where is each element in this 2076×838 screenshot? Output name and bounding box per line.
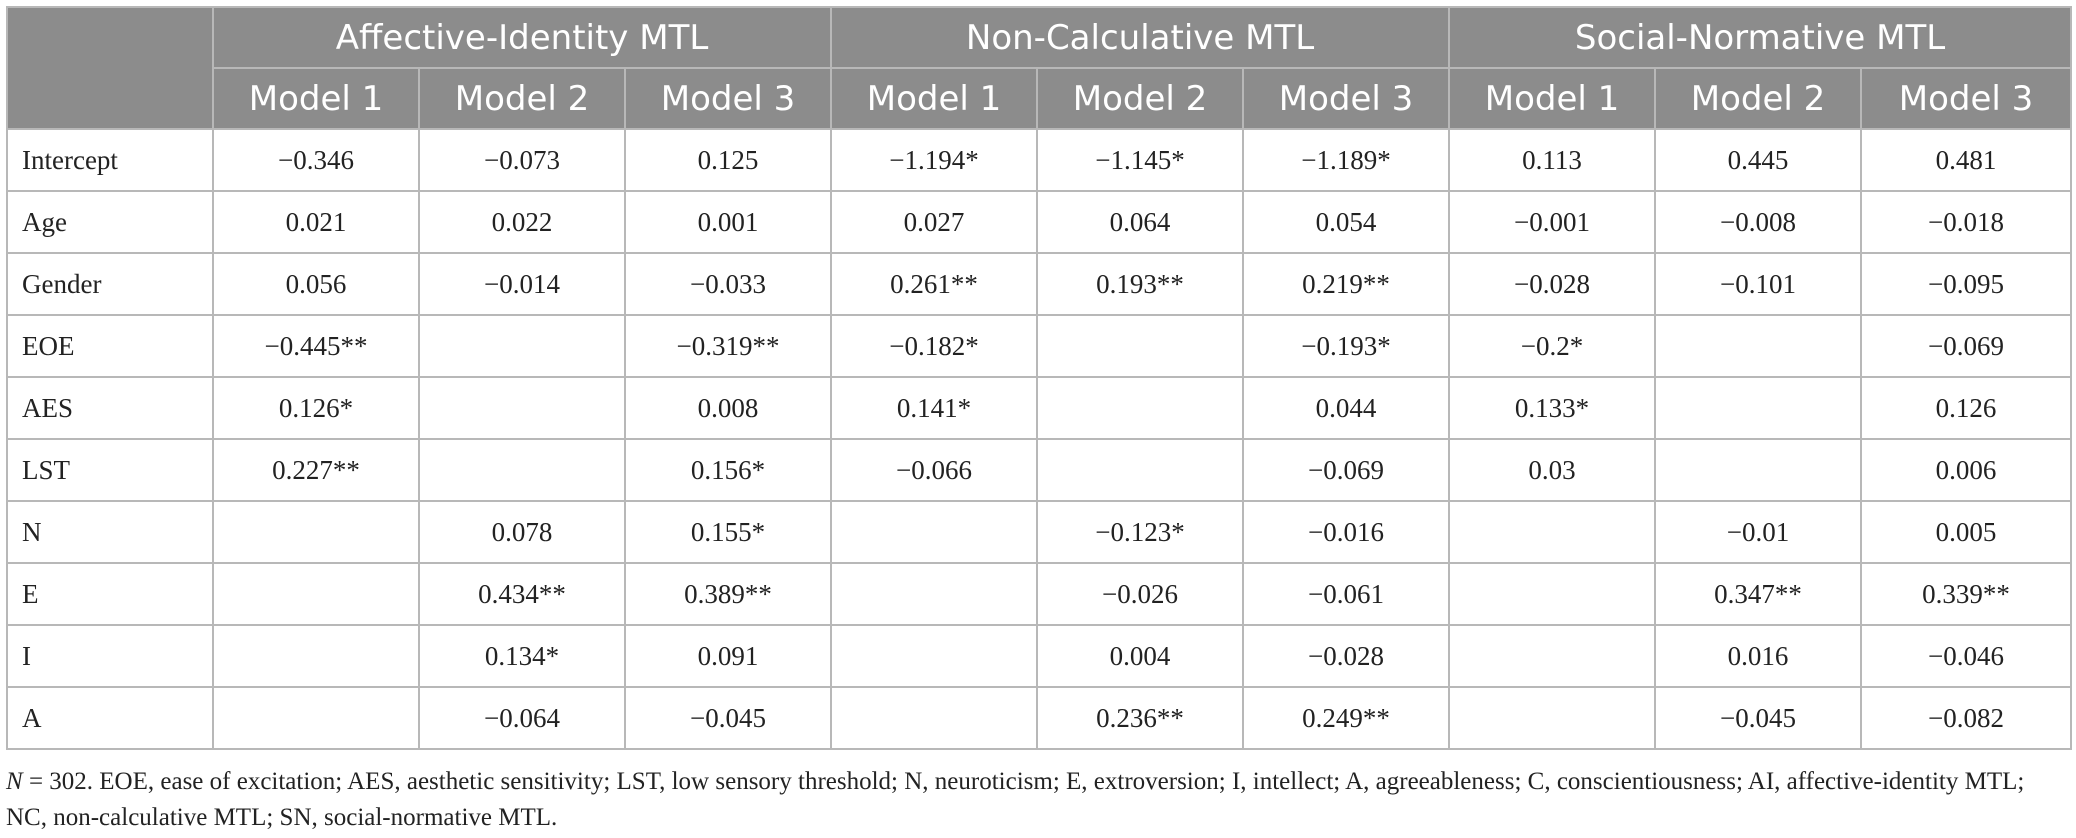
table-cell: −1.194* bbox=[831, 129, 1037, 191]
table-cell bbox=[1449, 563, 1655, 625]
table-cell: 0.004 bbox=[1037, 625, 1243, 687]
model-header: Model 1 bbox=[213, 68, 419, 129]
table-cell: 0.054 bbox=[1243, 191, 1449, 253]
model-header: Model 3 bbox=[1243, 68, 1449, 129]
table-cell bbox=[213, 563, 419, 625]
footnote-n-label: N bbox=[6, 768, 23, 795]
table-cell: −0.033 bbox=[625, 253, 831, 315]
regression-table bbox=[6, 6, 2072, 750]
table-cell: −0.028 bbox=[1243, 625, 1449, 687]
table-cell: 0.001 bbox=[625, 191, 831, 253]
table-cell: 0.141* bbox=[831, 377, 1037, 439]
model-header-row bbox=[7, 68, 2071, 129]
row-label: I bbox=[7, 625, 213, 687]
table-cell: 0.008 bbox=[625, 377, 831, 439]
table-cell: 0.005 bbox=[1861, 501, 2071, 563]
row-label: E bbox=[7, 563, 213, 625]
table-cell: −0.095 bbox=[1861, 253, 2071, 315]
table-cell bbox=[831, 563, 1037, 625]
table-cell bbox=[1655, 377, 1861, 439]
table-cell: −0.01 bbox=[1655, 501, 1861, 563]
table-row bbox=[7, 191, 2071, 253]
table-cell: 0.125 bbox=[625, 129, 831, 191]
footnote-text: = 302. EOE, ease of excitation; AES, aesthetic sensitivity; LST, low sensory threshold; N, neuroticism; E, extroversion; I, intellect; A, agreeableness; C, conscientiousness; AI, affective-identity MTL; NC, non-calculative MTL; SN, social-normative MTL. bbox=[6, 768, 2025, 831]
table-cell: 0.236** bbox=[1037, 687, 1243, 749]
corner-cell bbox=[7, 7, 213, 129]
table-cell: 0.064 bbox=[1037, 191, 1243, 253]
table-cell: 0.445 bbox=[1655, 129, 1861, 191]
table-cell: 0.249** bbox=[1243, 687, 1449, 749]
table-cell: −0.061 bbox=[1243, 563, 1449, 625]
table-cell: 0.347** bbox=[1655, 563, 1861, 625]
table-row bbox=[7, 501, 2071, 563]
model-header: Model 2 bbox=[1037, 68, 1243, 129]
model-header: Model 2 bbox=[1655, 68, 1861, 129]
table-row bbox=[7, 253, 2071, 315]
table-cell: 0.091 bbox=[625, 625, 831, 687]
group-header-non-calculative: Non-Calculative MTL bbox=[831, 7, 1449, 68]
table-cell bbox=[1037, 377, 1243, 439]
table-cell bbox=[213, 501, 419, 563]
model-header: Model 1 bbox=[831, 68, 1037, 129]
table-row bbox=[7, 625, 2071, 687]
row-label: LST bbox=[7, 439, 213, 501]
table-cell: 0.113 bbox=[1449, 129, 1655, 191]
table-cell: −0.101 bbox=[1655, 253, 1861, 315]
table-cell: −0.182* bbox=[831, 315, 1037, 377]
table-footnote bbox=[6, 764, 2070, 836]
table-cell: −0.082 bbox=[1861, 687, 2071, 749]
table-cell: −0.046 bbox=[1861, 625, 2071, 687]
table-cell: 0.016 bbox=[1655, 625, 1861, 687]
table-row bbox=[7, 315, 2071, 377]
table-cell: 0.021 bbox=[213, 191, 419, 253]
table-cell bbox=[419, 315, 625, 377]
table-cell: −0.123* bbox=[1037, 501, 1243, 563]
table-cell: 0.126 bbox=[1861, 377, 2071, 439]
table-cell: 0.022 bbox=[419, 191, 625, 253]
table-cell bbox=[831, 687, 1037, 749]
table-cell: 0.434** bbox=[419, 563, 625, 625]
table-cell: −0.028 bbox=[1449, 253, 1655, 315]
table-cell: 0.227** bbox=[213, 439, 419, 501]
row-label: EOE bbox=[7, 315, 213, 377]
row-label: N bbox=[7, 501, 213, 563]
table-cell: −0.026 bbox=[1037, 563, 1243, 625]
row-label: AES bbox=[7, 377, 213, 439]
table-cell bbox=[1655, 315, 1861, 377]
table-cell bbox=[213, 687, 419, 749]
table-cell bbox=[1037, 315, 1243, 377]
table-cell: 0.155* bbox=[625, 501, 831, 563]
table-cell: 0.006 bbox=[1861, 439, 2071, 501]
table-cell: −1.189* bbox=[1243, 129, 1449, 191]
table-cell: 0.219** bbox=[1243, 253, 1449, 315]
table-row bbox=[7, 563, 2071, 625]
table-cell: −0.014 bbox=[419, 253, 625, 315]
table-cell bbox=[1449, 625, 1655, 687]
table-cell: −0.066 bbox=[831, 439, 1037, 501]
table-cell: 0.133* bbox=[1449, 377, 1655, 439]
model-header: Model 3 bbox=[1861, 68, 2071, 129]
row-label: Age bbox=[7, 191, 213, 253]
table-cell bbox=[419, 377, 625, 439]
table-cell: 0.027 bbox=[831, 191, 1037, 253]
table-cell: 0.126* bbox=[213, 377, 419, 439]
table-cell: 0.481 bbox=[1861, 129, 2071, 191]
table-row bbox=[7, 687, 2071, 749]
table-cell: 0.03 bbox=[1449, 439, 1655, 501]
table-cell bbox=[831, 501, 1037, 563]
group-header-social-normative: Social-Normative MTL bbox=[1449, 7, 2071, 68]
table-cell: −0.069 bbox=[1243, 439, 1449, 501]
table-header bbox=[7, 7, 2071, 129]
table-cell: −0.073 bbox=[419, 129, 625, 191]
table-cell: −0.045 bbox=[1655, 687, 1861, 749]
row-label: A bbox=[7, 687, 213, 749]
table-body bbox=[7, 129, 2071, 749]
table-cell: −1.145* bbox=[1037, 129, 1243, 191]
table-cell bbox=[1449, 687, 1655, 749]
table-cell: −0.445** bbox=[213, 315, 419, 377]
table-cell: 0.389** bbox=[625, 563, 831, 625]
table-cell: 0.193** bbox=[1037, 253, 1243, 315]
table-cell: −0.2* bbox=[1449, 315, 1655, 377]
model-header: Model 3 bbox=[625, 68, 831, 129]
table-cell: 0.339** bbox=[1861, 563, 2071, 625]
table-cell bbox=[213, 625, 419, 687]
table-cell: −0.001 bbox=[1449, 191, 1655, 253]
table-cell: −0.193* bbox=[1243, 315, 1449, 377]
table-cell bbox=[1037, 439, 1243, 501]
table-cell: −0.319** bbox=[625, 315, 831, 377]
table-cell: 0.261** bbox=[831, 253, 1037, 315]
table-cell: 0.156* bbox=[625, 439, 831, 501]
table-cell bbox=[419, 439, 625, 501]
table-row bbox=[7, 439, 2071, 501]
table-cell: −0.018 bbox=[1861, 191, 2071, 253]
table-cell: −0.069 bbox=[1861, 315, 2071, 377]
model-header: Model 1 bbox=[1449, 68, 1655, 129]
model-header: Model 2 bbox=[419, 68, 625, 129]
table-cell: −0.008 bbox=[1655, 191, 1861, 253]
group-header-affective-identity: Affective-Identity MTL bbox=[213, 7, 831, 68]
table-cell bbox=[1655, 439, 1861, 501]
table-cell bbox=[831, 625, 1037, 687]
table-cell: −0.346 bbox=[213, 129, 419, 191]
group-header-row bbox=[7, 7, 2071, 68]
table-cell: −0.064 bbox=[419, 687, 625, 749]
table-cell: 0.044 bbox=[1243, 377, 1449, 439]
table-cell: 0.134* bbox=[419, 625, 625, 687]
row-label: Gender bbox=[7, 253, 213, 315]
row-label: Intercept bbox=[7, 129, 213, 191]
table-cell: −0.016 bbox=[1243, 501, 1449, 563]
table-row bbox=[7, 377, 2071, 439]
table-cell bbox=[1449, 501, 1655, 563]
table-cell: 0.056 bbox=[213, 253, 419, 315]
table-cell: −0.045 bbox=[625, 687, 831, 749]
table-cell: 0.078 bbox=[419, 501, 625, 563]
table-row bbox=[7, 129, 2071, 191]
